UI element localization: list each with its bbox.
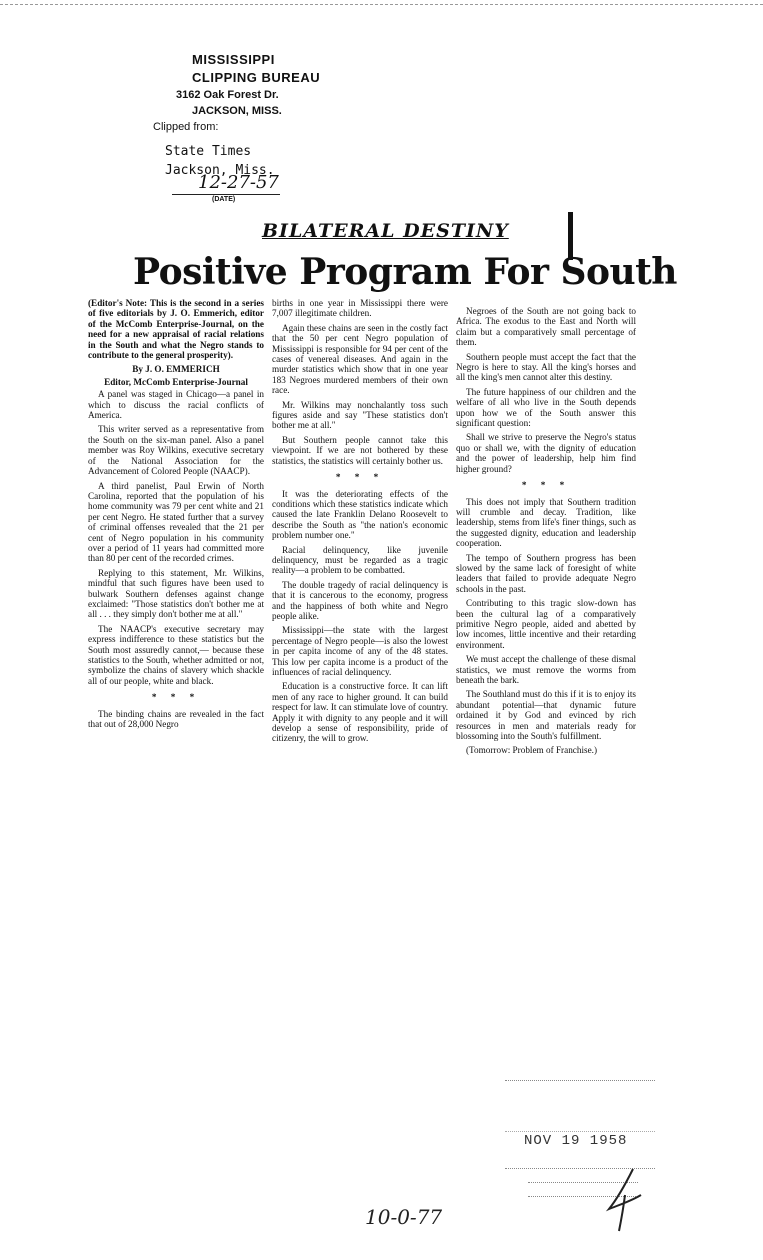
byline: By J. O. EMMERICH <box>132 364 220 375</box>
paragraph: We must accept the challenge of these dismal statistics, we must remove the worms from beneath the bark. <box>456 654 636 685</box>
clipped-from-label: Clipped from: <box>153 121 219 133</box>
paragraph: Replying to this statement, Mr. Wilkins, mindful that such figures have been used to bulwark Southern defenses against change exclaimed: "Those statistics don't bother me at all . . . they simply don't bother me at all." <box>88 567 264 620</box>
paragraph: Mr. Wilkins may nonchalantly toss such figures aside and say "These statistics don't bother me at all." <box>272 399 448 431</box>
paragraph: A third panelist, Paul Erwin of North Carolina, reported that the population of his home community was 79 per cent white and 21 per cent Negro. He stated further that a survey of criminal offenses revealed that the 21 per cent of Negro population in his community over a period of 11 years had committed more than 80 per cent of the recorded crimes. <box>88 480 264 564</box>
bureau-name-line2: CLIPPING BUREAU <box>192 70 321 85</box>
paragraph: Southern people must accept the fact that the Negro is here to stay. All the king's horses and all the king's men cannot alter this destiny. <box>456 351 636 383</box>
page-top-border <box>0 4 763 5</box>
paragraph: The binding chains are revealed in the fact that out of 28,000 Negro <box>88 708 264 730</box>
date-line <box>172 172 280 195</box>
byline-title: Editor, McComb Enterprise-Journal <box>104 376 248 387</box>
paragraph: The future happiness of our children and the welfare of all who live in the South depends upon how we of the South answer this significant question: <box>456 386 636 429</box>
paragraph: The double tragedy of racial delinquency is that it is cancerous to the economy, progress and the happiness of both white and Negro people alike. <box>272 579 448 621</box>
bureau-name-line1: MISSISSIPPI <box>192 52 275 67</box>
bureau-address-line2: JACKSON, MISS. <box>192 105 282 117</box>
paragraph: A panel was staged in Chicago—a panel in which to discuss the racial conflicts of America. <box>88 389 264 421</box>
handwritten-date: 12-27-57 <box>198 172 279 193</box>
article-column-2 <box>272 298 448 748</box>
paragraph: (Tomorrow: Problem of Franchise.) <box>466 745 598 756</box>
paragraph: Shall we strive to preserve the Negro's status quo or shall we, with the dignity of education and the power of leadership, help him find higher ground? <box>456 432 636 474</box>
handwritten-code: 10-0-77 <box>365 1205 443 1229</box>
paragraph: Racial delinquency, like juvenile delinquency, must be regarded as a tragic reality—a problem to be combatted. <box>272 544 448 576</box>
paragraph: Mississippi—the state with the largest percentage of Negro people—is also the lowest in per capita income of any of the 48 states. This low per capita income is a product of the influences of racial delinquency. <box>272 625 448 677</box>
paragraph: Negroes of the South are not going back to Africa. The exodus to the East and North will claim but a comparatively small percentage of them. <box>456 306 636 348</box>
paragraph: The tempo of Southern progress has been slowed by the same lack of foresight of white leaders that failed to provide adequate Negro schools in the past. <box>456 552 636 594</box>
paragraph: Education is a constructive force. It can lift men of any race to higher ground. It can build respect for law. It can stimulate love of country. Apply it with dignity to any people and it will develop a sense of responsibility, pride of citizenry, the will to grow. <box>272 681 448 744</box>
article-column-3 <box>456 306 636 760</box>
paragraph: Contributing to this tragic slow-down has been the cultural lag of a comparatively primitive Negro people, aided and abetted by low incomes, little incentive and their retarding environment. <box>456 598 636 650</box>
article-column-1 <box>88 298 264 733</box>
section-stars: * * * <box>521 480 571 491</box>
section-stars: * * * <box>335 472 385 483</box>
article-headline: Positive Program For South <box>133 251 677 293</box>
paragraph: Again these chains are seen in the costly fact that the 50 per cent Negro population of Mississippi is responsible for 94 per cent of the cases of venereal diseases. And again in the murder statistics which show that in one year 183 Negroes murdered members of their own race. <box>272 322 448 396</box>
paragraph: This does not imply that Southern tradition will crumble and decay. Tradition, like leadership, stems from life's finer things, such as the suggested dignity, education and leadership cooperation. <box>456 496 636 549</box>
paragraph: It was the deteriorating effects of the conditions which these statistics indicate which caused the late Franklin Delano Roosevelt to describe the South as "the nation's economic problem number one." <box>272 488 448 541</box>
paragraph: This writer served as a representative from the South on the six-man panel. Also a panel member was Roy Wilkins, executive secretary of the National Association for the Advancement of Colored People (NAACP). <box>88 424 264 477</box>
editor-note: (Editor's Note: This is the second in a series of five editorials by J. O. Emmerich, editor of the McComb Enterprise-Journal, on the need for a new appraisal of racial relations in the South and what the Negro stands to contribute to the general prosperity). <box>88 298 264 361</box>
stamp-date: NOV 19 1958 <box>524 1133 628 1149</box>
source-city: Jackson, Miss. <box>165 163 275 178</box>
section-stars: * * * <box>151 692 201 703</box>
paragraph: births in one year in Mississippi there were 7,007 illegitimate children. <box>272 298 448 319</box>
paragraph: The Southland must do this if it is to enjoy its abundant potential—that dynamic future ordained it by God and evinced by rich resources in men and materials ready for blossoming into the South's fulfillment. <box>456 689 636 742</box>
initials-mark <box>595 1165 655 1235</box>
source-paper: State Times <box>165 144 252 159</box>
stamp-box <box>505 1080 655 1132</box>
paragraph: But Southern people cannot take this viewpoint. If we are not bothered by these statistics, the statistics will certainly bother us. <box>272 434 448 466</box>
article-kicker: BILATERAL DESTINY <box>262 220 509 242</box>
paragraph: The NAACP's executive secretary may express indifference to these statistics but the South most assuredly cannot,— because these statistics to the South, whether admitted or not, symbolize the chains of slavery which shackle all of our people, white and black. <box>88 623 264 686</box>
date-caption: (DATE) <box>212 196 236 203</box>
bureau-address-line1: 3162 Oak Forest Dr. <box>176 89 279 101</box>
